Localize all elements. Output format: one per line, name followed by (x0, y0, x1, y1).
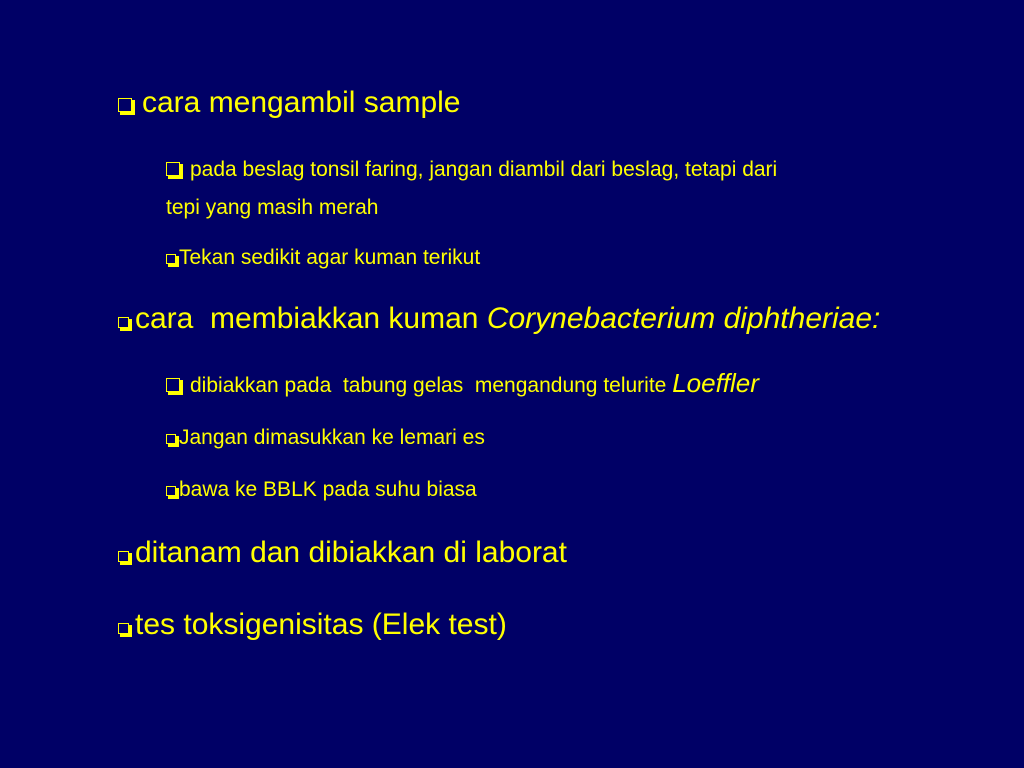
square-bullet-icon (118, 317, 129, 328)
bullet-text: ditanam dan dibiakkan di laborat (135, 536, 567, 569)
bullet-text-italic: Corynebacterium diphtheriae: (486, 302, 881, 335)
bullet-item-9 (118, 608, 507, 642)
bullet-item-3 (166, 246, 480, 270)
bullet-item-6 (166, 426, 485, 450)
square-bullet-icon (166, 486, 176, 496)
bullet-item-2 (166, 158, 777, 182)
bullet-text: cara mengambil sample (142, 86, 461, 119)
bullet-text: cara membiakkan kuman (135, 302, 487, 335)
bullet-text: Jangan dimasukkan ke lemari es (179, 426, 485, 449)
bullet-item-1 (118, 86, 460, 120)
bullet-item-7 (166, 478, 477, 502)
square-bullet-icon (166, 434, 176, 444)
bullet-text: bawa ke BBLK pada suhu biasa (179, 478, 477, 501)
bullet-text: dibiakkan pada tabung gelas mengandung telurite (190, 374, 673, 397)
bullet-item-5 (166, 368, 759, 399)
square-bullet-icon (166, 254, 176, 264)
square-bullet-icon (118, 551, 129, 562)
square-bullet-icon (118, 623, 129, 634)
square-bullet-icon (118, 98, 132, 112)
bullet-text: pada beslag tonsil faring, jangan diambil dari beslag, tetapi dari (190, 158, 778, 181)
bullet-text-italic: Loeffler (672, 368, 759, 398)
bullet-continuation (166, 196, 378, 220)
bullet-text: tes toksigenisitas (Elek test) (135, 608, 507, 641)
bullet-item-4 (118, 302, 880, 336)
square-bullet-icon (166, 162, 180, 176)
square-bullet-icon (166, 378, 180, 392)
bullet-text: Tekan sedikit agar kuman terikut (179, 246, 481, 269)
bullet-text-continuation: tepi yang masih merah (166, 196, 379, 219)
bullet-item-8 (118, 536, 567, 570)
